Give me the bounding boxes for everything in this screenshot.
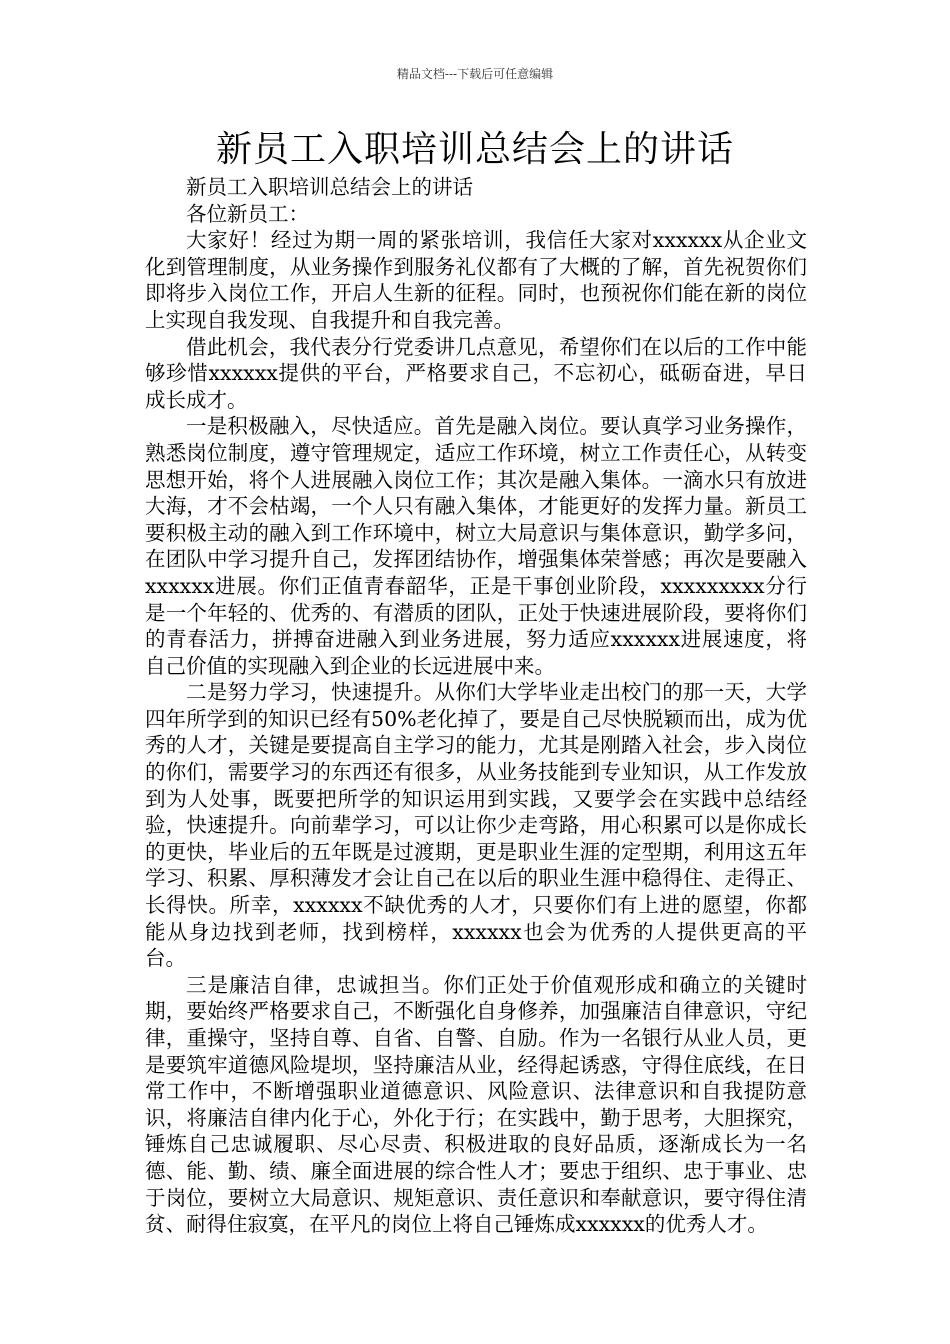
paragraph-point-one: 一是积极融入，尽快适应。首先是融入岗位。要认真学习业务操作，熟悉岗位制度，遵守管理规定，适应工作环境，树立工作责任心，从转变思想开始，将个人进展融入岗位工作；其次是融入集体。一滴水只有放进大海，才不会枯竭，一个人只有融入集体，才能更好的发挥力量。新员工要积极主动的融入到工作环境中，树立大局意识与集体意识，勤学多问，在团队中学习提升自己，发挥团结协作，增强集体荣誉感；再次是要融入xxxxxx进展。你们正值青春韶华，正是干事创业阶段，xxxxxxxxx分行是一个年轻的、优秀的、有潜质的团队，正处于快速进展阶段，要将你们的青春活力，拼搏奋进融入到业务进展，努力适应xxxxxx进展速度，将自己价值的实现融入到企业的长远进展中来。: [145, 414, 807, 678]
paragraph-greeting: 大家好！经过为期一周的紧张培训，我信任大家对xxxxxx从企业文化到管理制度，从业务操作到服务礼仪都有了大概的了解，首先祝贺你们即将步入岗位工作，开启人生新的征程。同时，也预祝你们能在新的岗位上实现自我发现、自我提升和自我完善。: [145, 228, 807, 332]
document-title: 新员工入职培训总结会上的讲话: [215, 129, 734, 170]
paragraph-intro: 借此机会，我代表分行党委讲几点意见，希望你们在以后的工作中能够珍惜xxxxxx提供的平台，严格要求自己，不忘初心，砥砺奋进，早日成长成才。: [145, 334, 807, 412]
paragraph-salutation: 各位新员工：: [186, 201, 309, 226]
header-note: 精品文档---下载后可任意编辑: [396, 67, 554, 81]
document-body: [145, 174, 807, 1238]
paragraph-point-three: 三是廉洁自律，忠诚担当。你们正处于价值观形成和确立的关键时期，要始终严格要求自己，不断强化自身修养，加强廉洁自律意识，守纪律，重操守，坚持自尊、自省、自警、自励。作为一名银行从业人员，更是要筑牢道德风险堤坝，坚持廉洁从业，经得起诱惑，守得住底线，在日常工作中，不断增强职业道德意识、风险意识、法律意识和自我提防意识，将廉洁自律内化于心，外化于行；在实践中，勤于思考，大胆探究，锤炼自己忠诚履职、尽心尽责、积极进取的良好品质，逐渐成长为一名德、能、勤、绩、廉全面进展的综合性人才；要忠于组织、忠于事业、忠于岗位，要树立大局意识、规矩意识、责任意识和奉献意识，要守得住清贫、耐得住寂寞，在平凡的岗位上将自己锤炼成xxxxxx的优秀人才。: [145, 972, 807, 1237]
paragraph-subtitle: 新员工入职培训总结会上的讲话: [186, 175, 473, 199]
paragraph-point-two: 二是努力学习，快速提升。从你们大学毕业走出校门的那一天，大学四年所学到的知识已经有50%老化掉了，要是自己尽快脱颖而出，成为优秀的人才，关键是要提高自主学习的能力，尤其是刚踏入社会，步入岗位的你们，需要学习的东西还有很多，从业务技能到专业知识，从工作发放到为人处事，既要把所学的知识运用到实践，又要学会在实践中总结经验，快速提升。向前辈学习，可以让你少走弯路，用心积累可以是你成长的更快，毕业后的五年既是过渡期，更是职业生涯的定型期，利用这五年学习、积累、厚积薄发才会让自己在以后的职业生涯中稳得住、走得正、长得快。所幸，xxxxxx不缺优秀的人才，只要你们有上进的愿望，你都能从身边找到老师，找到榜样，xxxxxx也会为优秀的人提供更高的平台。: [145, 680, 807, 971]
